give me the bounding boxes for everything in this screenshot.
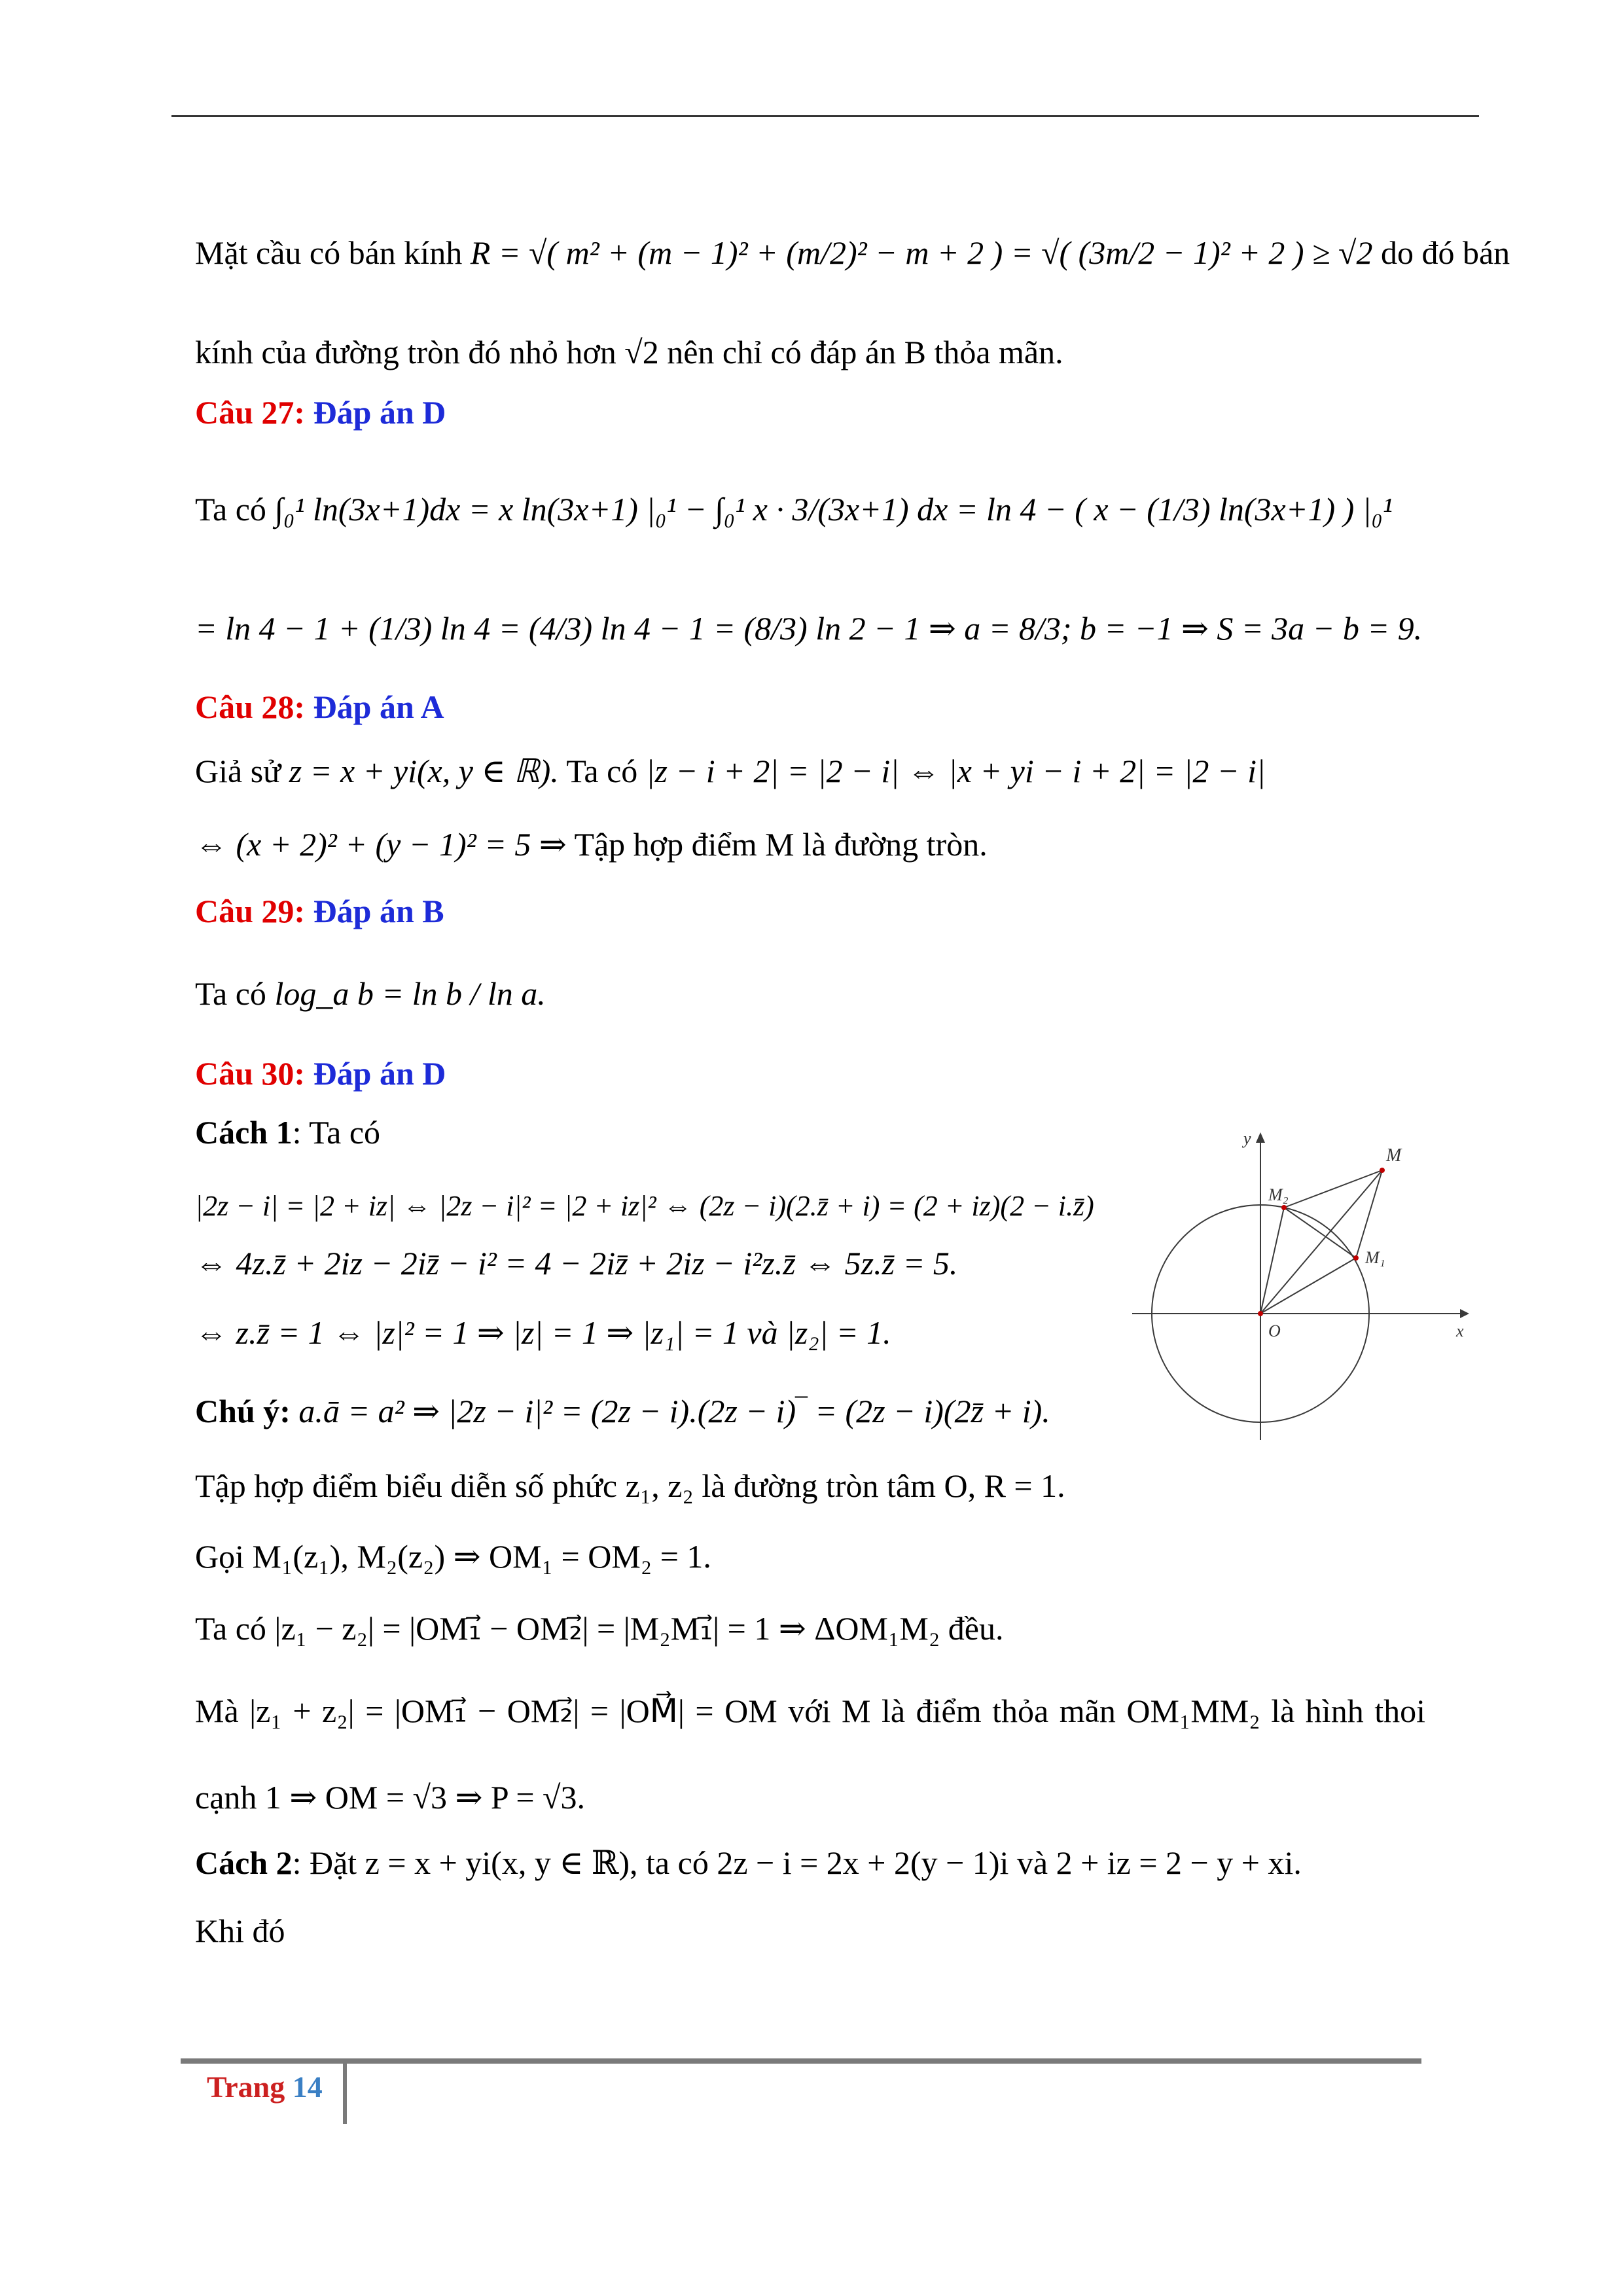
text-line-2 bbox=[195, 332, 1425, 372]
text-line-16 bbox=[195, 1691, 1425, 1731]
label-origin: O bbox=[1268, 1321, 1281, 1340]
text-line-5 bbox=[195, 751, 1425, 791]
text-line-14 bbox=[195, 1537, 1425, 1576]
line7-formula: log_a b = ln b / ln a. bbox=[274, 975, 546, 1012]
page-number bbox=[207, 2070, 323, 2104]
line3-text: Ta có bbox=[195, 491, 266, 528]
line8-bold: Cách 1 bbox=[195, 1114, 293, 1151]
question-28-answer: Đáp án A bbox=[313, 689, 444, 725]
line7-text: Ta có bbox=[195, 975, 266, 1012]
line10-formula: ⇔ 4z.z̄ + 2iz − 2iz̄ − i² = 4 − 2iz̄ + 2iz − i²z.z̄ ⇔ 5z.z̄ = 5. bbox=[195, 1245, 958, 1282]
question-30-label: Câu 30: bbox=[195, 1055, 306, 1092]
question-27-answer: Đáp án D bbox=[313, 394, 446, 431]
segment-m2m bbox=[1284, 1170, 1382, 1208]
segment-om2 bbox=[1260, 1208, 1284, 1314]
line13-text: Tập hợp điểm biểu diễn số phức z₁, z₂ là đường tròn tâm O, R = 1. bbox=[195, 1467, 1065, 1504]
text-line-9 bbox=[195, 1185, 1124, 1226]
text-line-13 bbox=[195, 1466, 1425, 1505]
line6-formula: ⇔ (x + 2)² + (y − 1)² = 5 ⇒ bbox=[195, 826, 567, 863]
text-line-7 bbox=[195, 974, 1425, 1013]
text-line-12 bbox=[195, 1391, 1111, 1431]
line18-bold: Cách 2 bbox=[195, 1844, 293, 1881]
text-line-3 bbox=[195, 490, 1425, 529]
line11-formula: ⇔ z.z̄ = 1 ⇔ |z|² = 1 ⇒ |z| = 1 ⇒ |z₁| = 1 và |z₂| = 1. bbox=[195, 1314, 891, 1351]
line5-text2: Ta có bbox=[566, 753, 638, 789]
text-line-4 bbox=[195, 609, 1425, 648]
line1-tail: do đó bán bbox=[1380, 234, 1510, 271]
header-rule bbox=[171, 115, 1479, 117]
text-line-10 bbox=[195, 1244, 1111, 1283]
question-30-heading bbox=[195, 1054, 1425, 1093]
label-m1: M₁ bbox=[1365, 1248, 1385, 1267]
line1-text: Mặt cầu có bán kính bbox=[195, 234, 463, 271]
line17-text: cạnh 1 ⇒ OM = √3 ⇒ P = √3. bbox=[195, 1779, 585, 1816]
complex-plane-figure bbox=[1126, 1113, 1479, 1453]
line5-text1: Giả sử bbox=[195, 753, 281, 789]
segment-m1m bbox=[1356, 1170, 1382, 1258]
text-line-8 bbox=[195, 1113, 1111, 1152]
page-number-value: 14 bbox=[292, 2070, 323, 2104]
text-line-1 bbox=[195, 233, 1510, 272]
question-29-heading bbox=[195, 891, 1425, 931]
line5-formula2: |z − i + 2| = |2 − i| ⇔ |x + yi − i + 2| = |2 − i| bbox=[645, 753, 1266, 789]
point-m bbox=[1380, 1168, 1385, 1173]
label-m: M bbox=[1386, 1145, 1402, 1166]
line12-bold: Chú ý: bbox=[195, 1393, 291, 1429]
question-28-heading bbox=[195, 687, 1425, 726]
label-y-axis: y bbox=[1243, 1129, 1251, 1148]
line6-text: Tập hợp điểm M là đường tròn. bbox=[574, 826, 988, 863]
line12-formula: a.ā = a² ⇒ |2z − i|² = (2z − i).(2z − i)‾ = (2z − i)(2z̄ + i). bbox=[298, 1393, 1050, 1429]
x-axis-arrow bbox=[1460, 1309, 1469, 1318]
segment-m2m1 bbox=[1284, 1208, 1356, 1258]
label-x-axis: x bbox=[1456, 1321, 1464, 1340]
line2-text: kính của đường tròn đó nhỏ hơn √2 nên chỉ có đáp án B thỏa mãn. bbox=[195, 334, 1063, 370]
point-m2 bbox=[1281, 1205, 1287, 1210]
line5-formula1: z = x + yi(x, y ∈ ℝ). bbox=[289, 753, 559, 789]
line4-formula: = ln 4 − 1 + (1/3) ln 4 = (4/3) ln 4 − 1 = (8/3) ln 2 − 1 ⇒ a = 8/3; b = −1 ⇒ S = 3a − b = 9. bbox=[195, 610, 1423, 647]
question-27-label: Câu 27: bbox=[195, 394, 306, 431]
footer-rule bbox=[181, 2058, 1421, 2064]
footer-divider bbox=[343, 2061, 347, 2124]
line3-formula: ∫₀¹ ln(3x+1)dx = x ln(3x+1) |₀¹ − ∫₀¹ x · 3/(3x+1) dx = ln 4 − ( x − (1/3) ln(3x+1) ) |₀¹ bbox=[274, 491, 1393, 528]
question-30-answer: Đáp án D bbox=[313, 1055, 446, 1092]
text-line-11 bbox=[195, 1313, 1111, 1352]
question-28-label: Câu 28: bbox=[195, 689, 306, 725]
segment-om1 bbox=[1260, 1258, 1356, 1314]
label-m2: M₂ bbox=[1268, 1185, 1289, 1204]
line15-text: Ta có |z₁ − z₂| = |OM₁⃗ − OM₂⃗| = |M₂M₁⃗| = 1 ⇒ ΔOM₁M₂ đều. bbox=[195, 1610, 1004, 1647]
line14-text: Gọi M₁(z₁), M₂(z₂) ⇒ OM₁ = OM₂ = 1. bbox=[195, 1538, 711, 1575]
line1-formula: R = √( m² + (m − 1)² + (m/2)² − m + 2 ) = √( (3m/2 − 1)² + 2 ) ≥ √2 bbox=[470, 234, 1373, 271]
question-29-answer: Đáp án B bbox=[313, 893, 444, 929]
text-line-15 bbox=[195, 1609, 1425, 1648]
line9-formula: |2z − i| = |2 + iz| ⇔ |2z − i|² = |2 + iz|² ⇔ (2z − i)(2.z̄ + i) = (2 + iz)(2 − i.z̄) bbox=[195, 1190, 1094, 1222]
text-line-18 bbox=[195, 1843, 1425, 1882]
question-29-label: Câu 29: bbox=[195, 893, 306, 929]
line8-text: : Ta có bbox=[292, 1114, 381, 1151]
page-label: Trang bbox=[207, 2070, 285, 2104]
line19-text: Khi đó bbox=[195, 1912, 285, 1949]
point-m1 bbox=[1353, 1255, 1359, 1261]
line18-text: : Đặt z = x + yi(x, y ∈ ℝ), ta có 2z − i = 2x + 2(y − 1)i và 2 + iz = 2 − y + xi. bbox=[292, 1844, 1302, 1881]
y-axis-arrow bbox=[1256, 1132, 1265, 1143]
text-line-6 bbox=[195, 825, 1425, 864]
point-o bbox=[1258, 1311, 1263, 1316]
line16-text: Mà |z₁ + z₂| = |OM₁⃗ − OM₂⃗| = |OM⃗| = OM với M là điểm thỏa mãn OM₁MM₂ là hình thoi bbox=[195, 1693, 1425, 1729]
question-27-heading bbox=[195, 393, 1425, 432]
text-line-19 bbox=[195, 1911, 1425, 1950]
text-line-17 bbox=[195, 1778, 1425, 1817]
